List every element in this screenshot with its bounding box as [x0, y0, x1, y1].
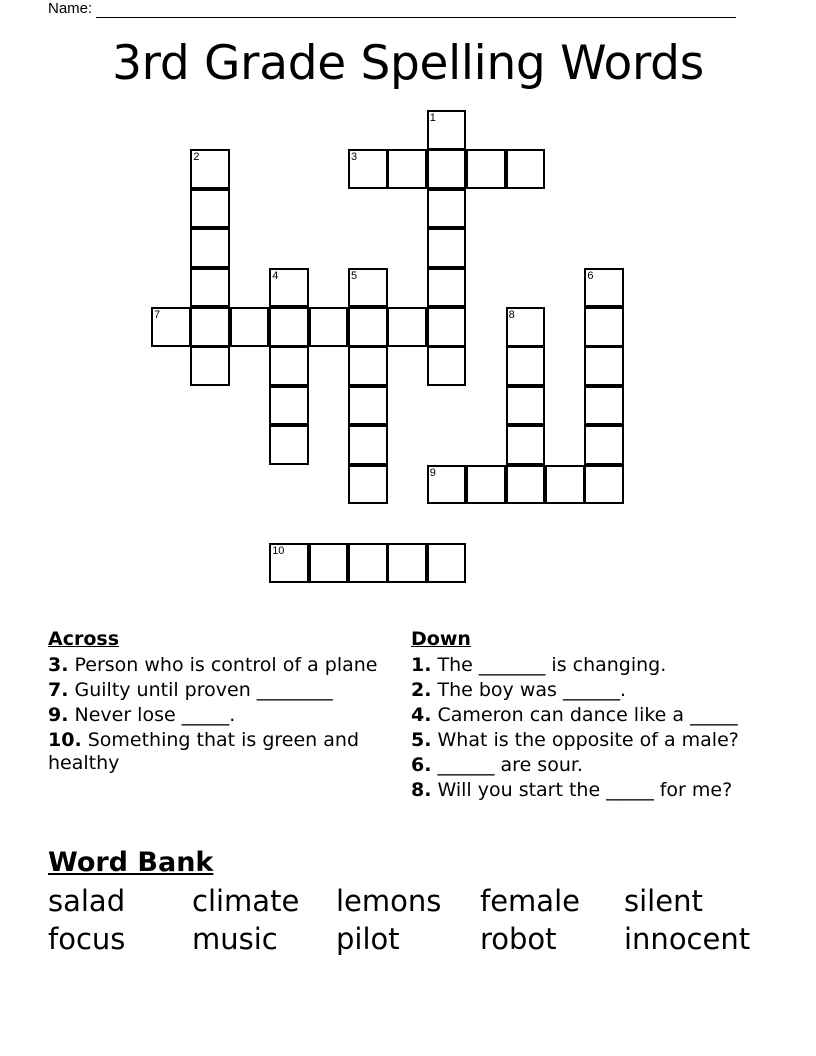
grid-cell[interactable] [230, 307, 270, 347]
grid-cell[interactable] [190, 307, 230, 347]
grid-cell[interactable] [190, 228, 230, 268]
word-bank-item: pilot [336, 922, 400, 956]
clue-number: 7 [154, 309, 161, 321]
grid-cell[interactable] [466, 149, 506, 189]
grid-cell[interactable] [584, 268, 624, 308]
clue-number: 10 [272, 545, 285, 558]
grid-cell[interactable] [348, 346, 388, 386]
clue-number: 6 [587, 269, 594, 282]
grid-cell[interactable] [387, 149, 427, 189]
grid-cell[interactable] [387, 307, 427, 347]
word-bank-item: female [480, 884, 580, 918]
grid-cell[interactable] [269, 346, 309, 386]
across-clue: 10. Something that is green and healthy [48, 729, 360, 774]
word-bank-item: climate [192, 884, 300, 918]
grid-cell[interactable] [190, 346, 230, 386]
grid-cell[interactable] [269, 307, 309, 347]
down-clue: 5. What is the opposite of a male? [411, 729, 739, 751]
grid-cell[interactable] [348, 149, 388, 189]
grid-cell[interactable] [427, 465, 467, 505]
word-bank-item: lemons [336, 884, 442, 918]
clue-number: 4 [272, 269, 279, 282]
grid-cell[interactable] [506, 307, 546, 347]
down-clue: 4. Cameron can dance like a _____ [411, 704, 738, 726]
grid-cell[interactable] [190, 149, 230, 189]
across-clues [48, 628, 393, 777]
word-bank-item: music [192, 922, 278, 956]
grid-cell[interactable] [584, 307, 624, 347]
down-clue: 1. The _______ is changing. [411, 654, 667, 676]
grid-cell[interactable] [584, 346, 624, 386]
word-bank [48, 882, 788, 958]
grid-cell[interactable] [506, 346, 546, 386]
down-clue: 2. The boy was ______. [411, 679, 626, 701]
clue-number: 1 [429, 112, 436, 124]
across-clue: 3. Person who is control of a plane [48, 654, 378, 676]
clue-number: 2 [193, 151, 200, 164]
grid-cell[interactable] [348, 543, 388, 583]
grid-cell[interactable] [466, 465, 506, 505]
grid-cell[interactable] [387, 543, 427, 583]
grid-cell[interactable] [545, 465, 585, 505]
grid-cell[interactable] [427, 189, 467, 229]
grid-cell[interactable] [506, 149, 546, 189]
grid-cell[interactable] [427, 346, 467, 386]
page-title: 3rd Grade Spelling Words [112, 36, 704, 91]
word-bank-item: robot [480, 922, 557, 956]
grid-cell[interactable] [269, 268, 309, 308]
down-clues [411, 628, 771, 804]
grid-cell[interactable] [269, 425, 309, 465]
name-label: Name: [48, 0, 93, 17]
clue-number: 8 [508, 309, 515, 321]
word-bank-title: Word Bank [48, 847, 214, 878]
down-clue: 6. ______ are sour. [411, 754, 583, 776]
word-bank-item: focus [48, 922, 126, 956]
grid-cell[interactable] [190, 268, 230, 308]
word-bank-item: silent [624, 884, 703, 918]
clue-number: 5 [351, 269, 358, 282]
grid-cell[interactable] [427, 149, 467, 189]
grid-cell[interactable] [348, 386, 388, 426]
grid-cell[interactable] [348, 307, 388, 347]
grid-cell[interactable] [348, 268, 388, 308]
grid-cell[interactable] [506, 465, 546, 505]
across-clue: 7. Guilty until proven ________ [48, 679, 333, 701]
across-heading: Across [48, 628, 120, 650]
grid-cell[interactable] [506, 425, 546, 465]
grid-cell[interactable] [584, 425, 624, 465]
word-bank-item: innocent [624, 922, 751, 956]
grid-cell[interactable] [427, 268, 467, 308]
grid-cell[interactable] [348, 425, 388, 465]
grid-cell[interactable] [427, 228, 467, 268]
grid-cell[interactable] [427, 307, 467, 347]
grid-cell[interactable] [269, 543, 309, 583]
clue-number: 3 [351, 151, 358, 164]
grid-cell[interactable] [151, 307, 191, 347]
grid-cell[interactable] [190, 189, 230, 229]
down-clue: 8. Will you start the _____ for me? [411, 779, 733, 801]
clue-number: 9 [429, 466, 436, 479]
grid-cell[interactable] [584, 386, 624, 426]
grid-cell[interactable] [348, 465, 388, 505]
grid-cell[interactable] [584, 465, 624, 505]
grid-cell[interactable] [506, 386, 546, 426]
word-bank-item: salad [48, 884, 126, 918]
down-heading: Down [411, 628, 471, 650]
grid-cell[interactable] [309, 543, 349, 583]
grid-cell[interactable] [269, 386, 309, 426]
grid-cell[interactable] [427, 110, 467, 150]
grid-cell[interactable] [309, 307, 349, 347]
grid-cell[interactable] [427, 543, 467, 583]
across-clue: 9. Never lose _____. [48, 704, 236, 726]
